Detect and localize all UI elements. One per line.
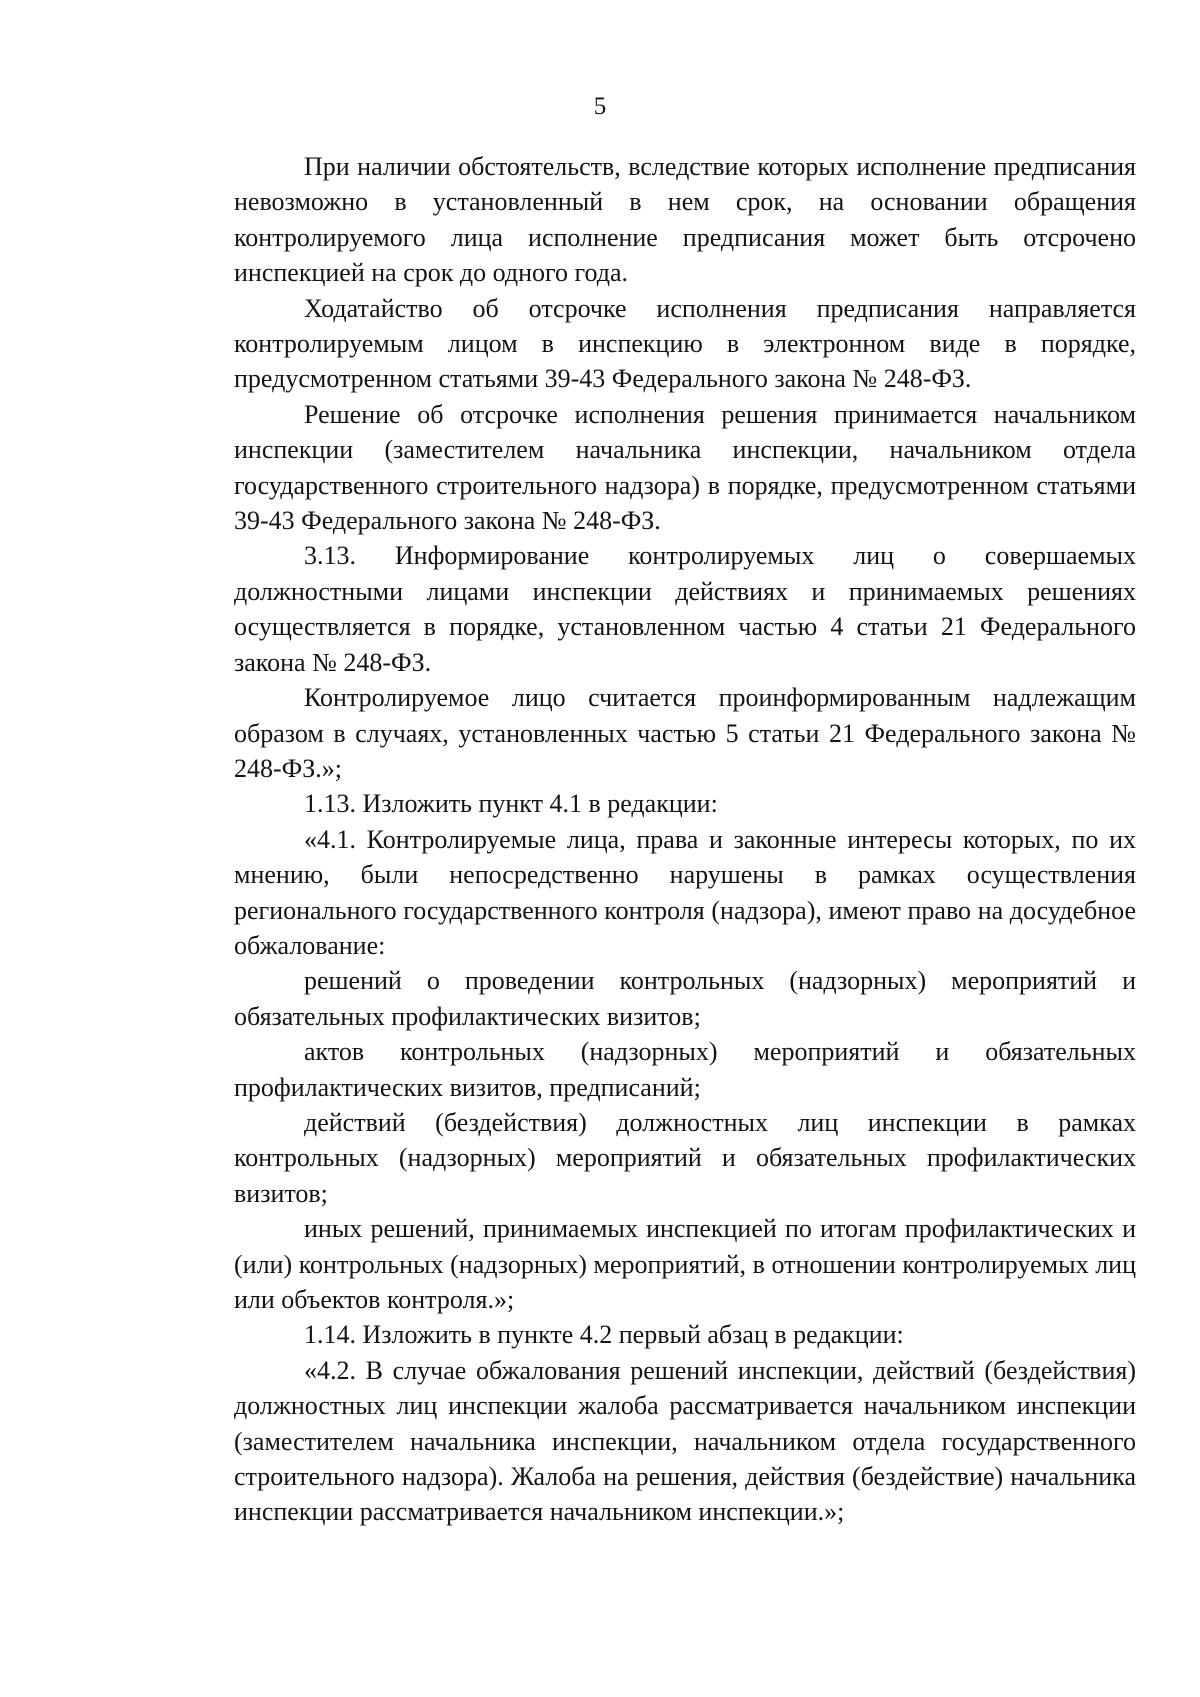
list-item-decisions: решений о проведении контрольных (надзорных) мероприятий и обязательных профилактических визитов; <box>234 966 1136 1031</box>
paragraph-3-13-informing: 3.13. Информирование контролируемых лиц о совершаемых должностными лицами инспекции действиях и принимаемых решениях осуществляется в порядке, установленном частью 4 статьи 21 Федерального закона № 248-ФЗ. <box>234 541 1136 677</box>
paragraph-deferral-petition: Ходатайство об отсрочке исполнения предписания направляется контролируемым лицом в инспекцию в электронном виде в порядке, предусмотренном статьями 39-43 Федерального закона № 248-ФЗ. <box>234 293 1136 394</box>
list-item-actions: действий (бездействия) должностных лиц инспекции в рамках контрольных (надзорных) мероприятий и обязательных профилактических визитов; <box>234 1107 1136 1208</box>
paragraph-deferral-decision: Решение об отсрочке исполнения решения принимается начальником инспекции (заместителем начальника инспекции, начальником отдела государственного строительного надзора) в порядке, предусмотренном статьями 39-43 Федерального закона № 248-ФЗ. <box>234 399 1136 536</box>
paragraph-1-14-heading: 1.14. Изложить в пункте 4.2 первый абзац в редакции: <box>304 1320 904 1350</box>
document-body <box>234 149 1136 1530</box>
paragraph-4-2-complaint: «4.2. В случае обжалования решений инспекции, действий (бездействия) должностных лиц инспекции жалоба рассматривается начальником инспекции (заместителем начальника инспекции, начальником отдела государственного строительного надзора). Жалоба на решения, действия (бездействие) начальника инспекции рассматривается начальником инспекции.»; <box>234 1355 1136 1527</box>
paragraph-deferral-grounds: При наличии обстоятельств, вследствие которых исполнение предписания невозможно в установленный в нем срок, на основании обращения контролируемого лица исполнение предписания может быть отсрочено инспекцией на срок до одного года. <box>234 152 1136 288</box>
list-item-acts: актов контрольных (надзорных) мероприятий и обязательных профилактических визитов, предписаний; <box>234 1037 1136 1102</box>
list-item-other-decisions: иных решений, принимаемых инспекцией по итогам профилактических и (или) контрольных (надзорных) мероприятий, в отношении контролируемых лиц или объектов контроля.»; <box>234 1214 1136 1314</box>
paragraph-informed-properly: Контролируемое лицо считается проинформированным надлежащим образом в случаях, установленных частью 5 статьи 21 Федерального закона № 248-ФЗ.»; <box>234 683 1136 783</box>
paragraph-4-1-appeal-right: «4.1. Контролируемые лица, права и законные интересы которых, по их мнению, были непосредственно нарушены в рамках осуществления регионального государственного контроля (надзора), имеют право на досудебное обжалование: <box>234 824 1136 960</box>
paragraph-1-13-heading: 1.13. Изложить пункт 4.1 в редакции: <box>304 789 718 819</box>
page-number: 5 <box>593 93 607 120</box>
